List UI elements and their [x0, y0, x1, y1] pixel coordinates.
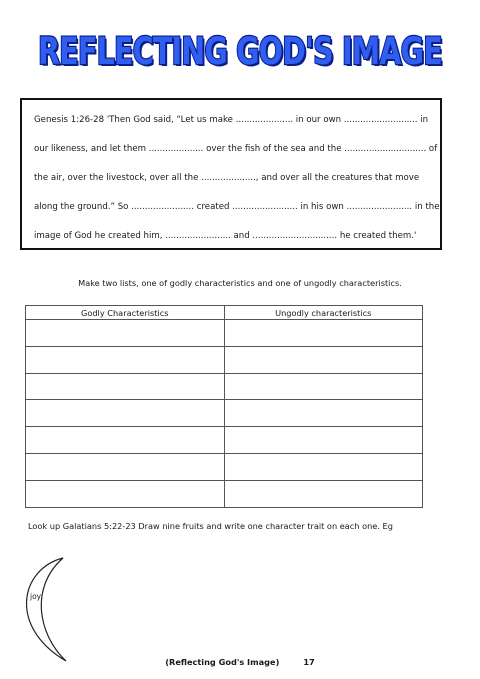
table-row: [26, 373, 423, 400]
table-row: [26, 346, 423, 373]
page-footer: [0, 657, 480, 667]
example-fruit-label: joy: [30, 592, 42, 601]
godly-cell[interactable]: [26, 480, 225, 507]
characteristics-table: [25, 305, 423, 508]
page-number: 17: [303, 657, 315, 667]
scripture-line-text: Genesis 1:26-28 'Then God said, “Let us make ..................... in our own ........................... in: [34, 115, 429, 125]
ungodly-cell[interactable]: [224, 346, 423, 373]
table-row: [26, 427, 423, 454]
footer-title: (Reflecting God's Image): [165, 657, 280, 667]
ungodly-cell[interactable]: [224, 480, 423, 507]
crescent-moon-icon: [8, 555, 78, 665]
ungodly-cell[interactable]: [224, 453, 423, 480]
ungodly-header: Ungodly characteristics: [224, 306, 423, 320]
scripture-line-text: along the ground.” So ....................... created ........................ in his own ........................ in the: [34, 202, 440, 212]
scripture-line: [34, 135, 438, 164]
scripture-box: [20, 98, 442, 250]
galatians-instruction: Look up Galatians 5:22-23 Draw nine fruits and write one character trait on each one. Eg: [28, 521, 393, 531]
ungodly-cell[interactable]: [224, 427, 423, 454]
godly-cell[interactable]: [26, 373, 225, 400]
scripture-line-text: image of God he created him, ........................ and ............................... he created them.': [34, 231, 417, 241]
ungodly-cell[interactable]: [224, 320, 423, 347]
scripture-line: [34, 222, 430, 251]
ungodly-cell[interactable]: [224, 373, 423, 400]
scripture-line-text: the air, over the livestock, over all the ...................., and over all the creatures that move: [34, 173, 420, 183]
table-row: [26, 480, 423, 507]
table-header-row: [26, 306, 423, 320]
scripture-line: [34, 193, 440, 222]
godly-cell[interactable]: [26, 400, 225, 427]
title-text: REFLECTING GOD'S IMAGE: [38, 30, 442, 73]
godly-cell[interactable]: [26, 346, 225, 373]
title-shadow: REFLECTING GOD'S IMAGE: [40, 32, 444, 75]
table-row: [26, 320, 423, 347]
title-art: [30, 22, 450, 82]
godly-header: Godly Characteristics: [26, 306, 225, 320]
table-row: [26, 453, 423, 480]
ungodly-cell[interactable]: [224, 400, 423, 427]
page-title: [30, 22, 450, 82]
scripture-line: [34, 164, 430, 193]
godly-cell[interactable]: [26, 320, 225, 347]
godly-cell[interactable]: [26, 427, 225, 454]
list-instruction: Make two lists, one of godly characteristics and one of ungodly characteristics.: [78, 278, 402, 288]
godly-cell[interactable]: [26, 453, 225, 480]
scripture-line-text: our likeness, and let them .................... over the fish of the sea and the .............................. of: [34, 144, 438, 154]
table-row: [26, 400, 423, 427]
scripture-line: [34, 106, 430, 135]
